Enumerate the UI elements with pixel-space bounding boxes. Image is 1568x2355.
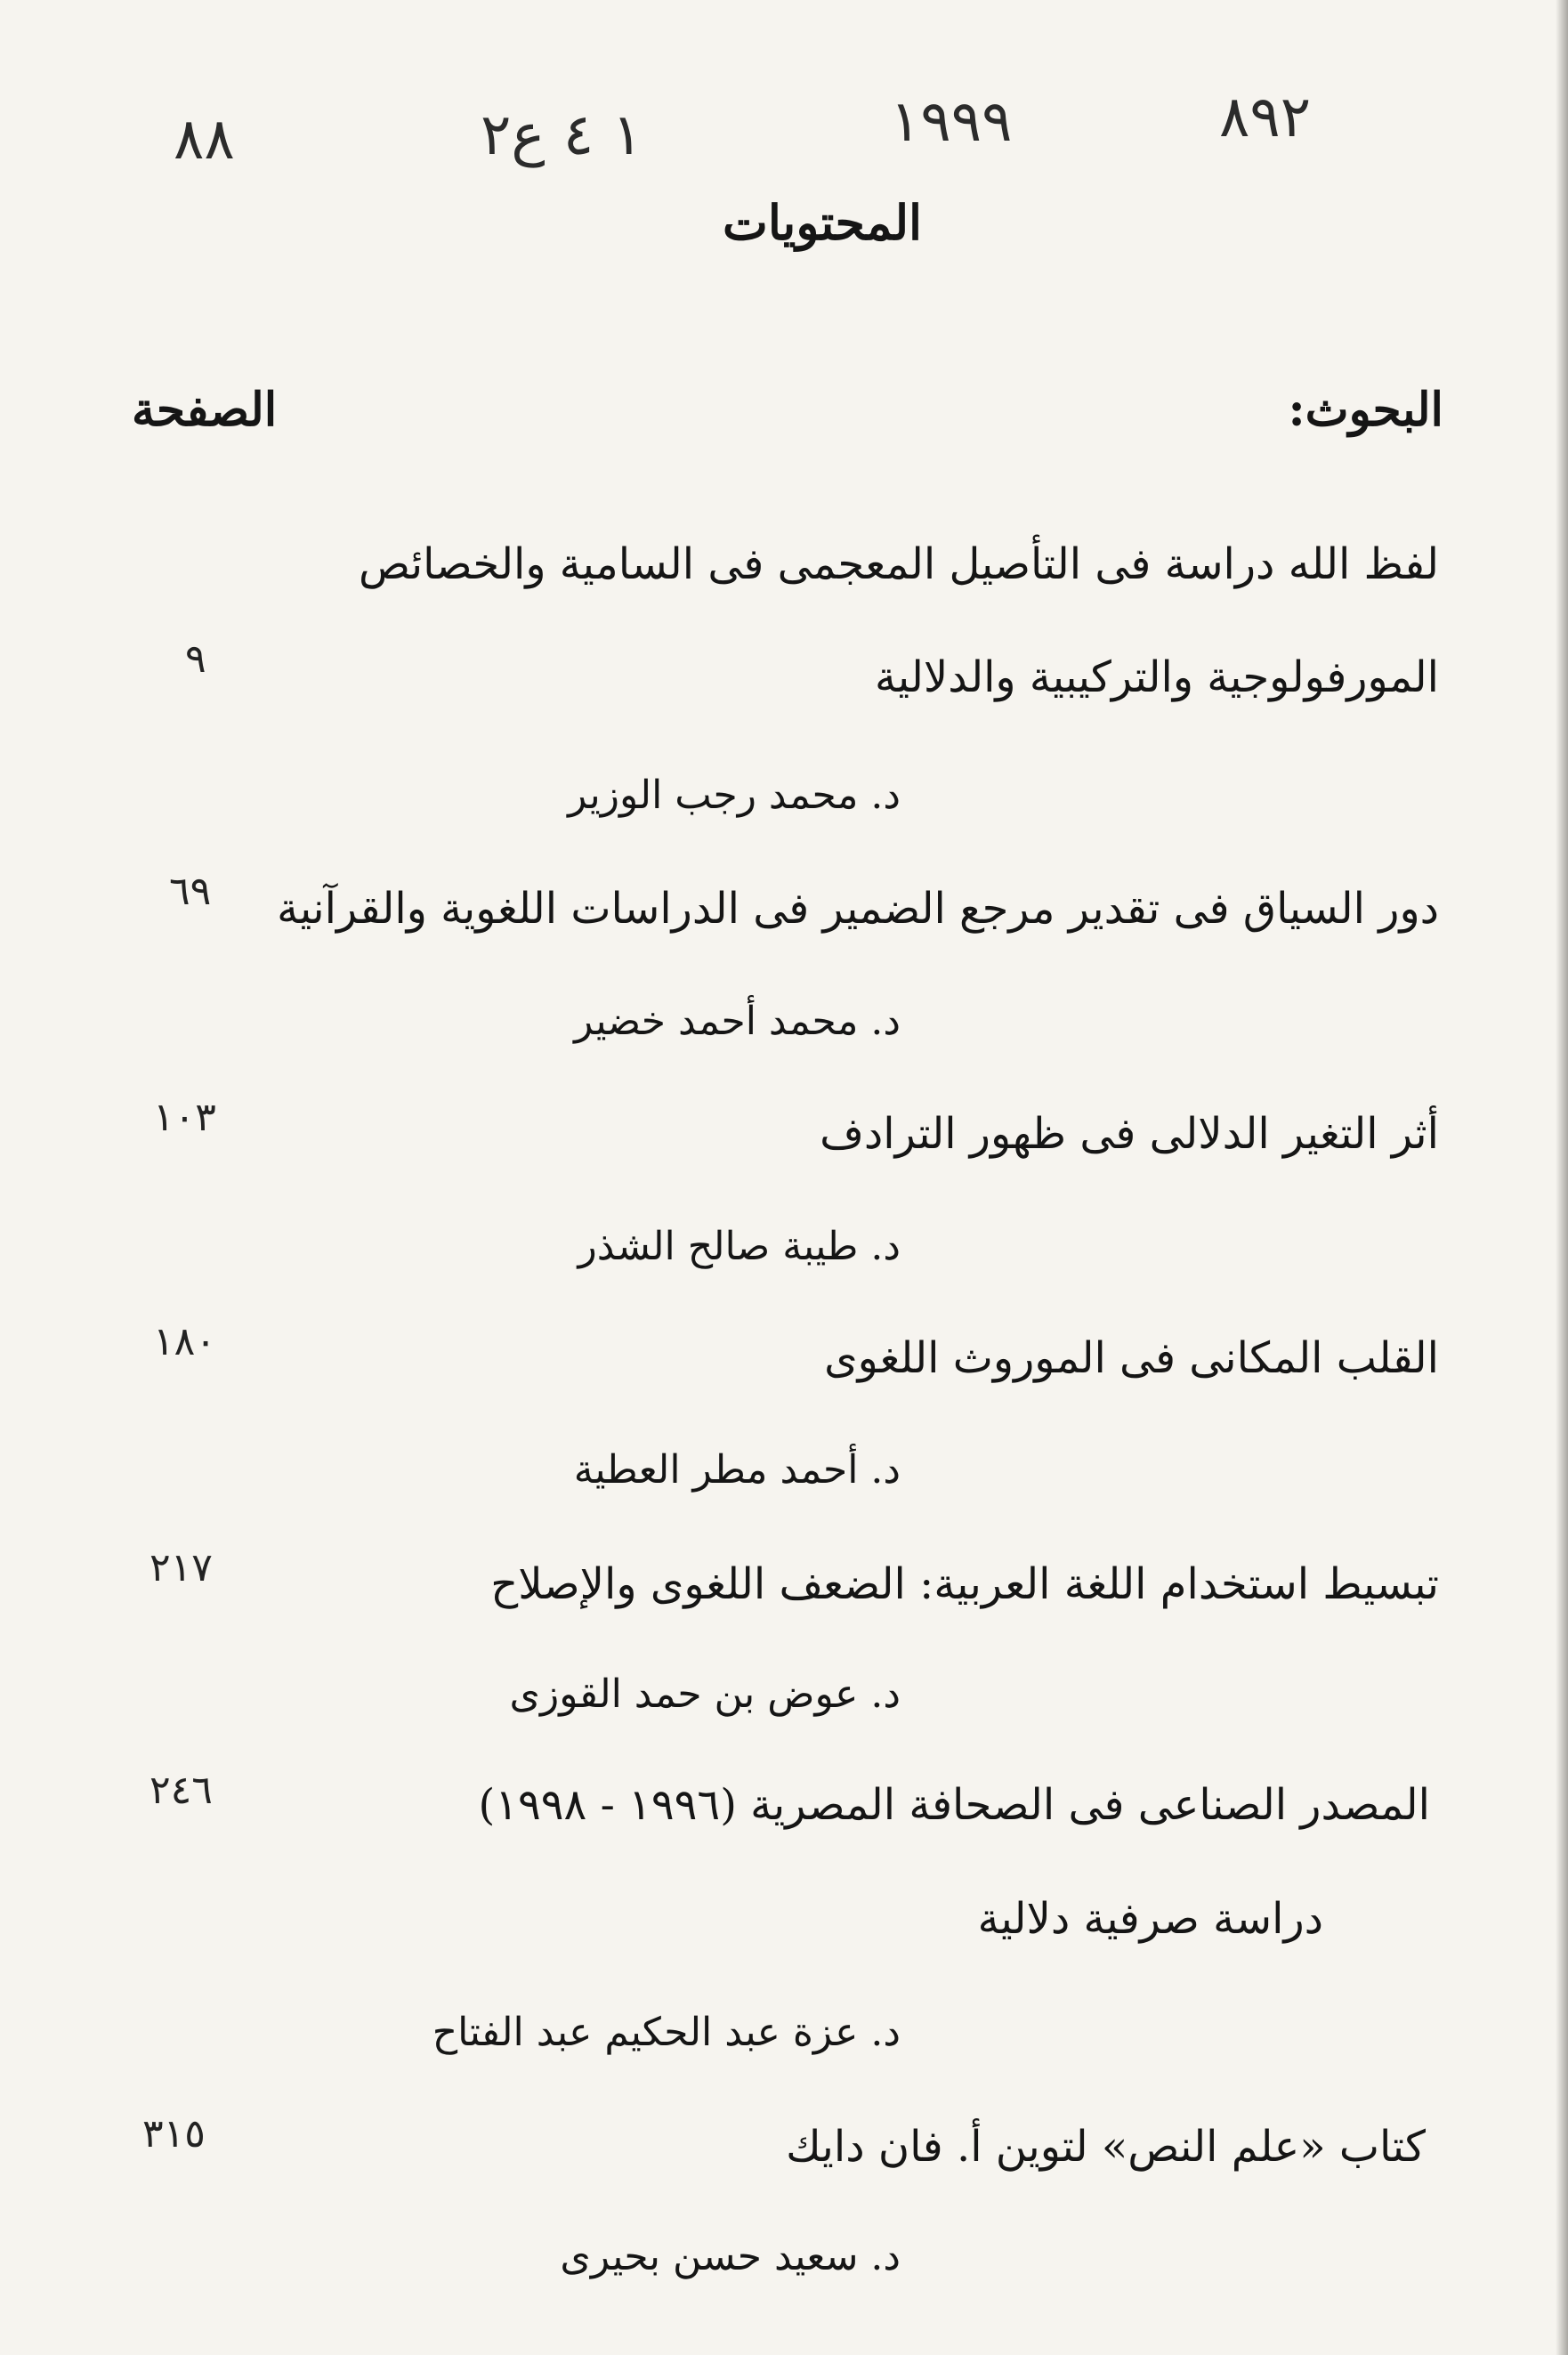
article-author: د. عزة عبد الحكيم عبد الفتاح bbox=[432, 2010, 901, 2055]
page-number: ٦٩ bbox=[169, 869, 212, 914]
article-author: د. سعيد حسن بحيرى bbox=[560, 2234, 901, 2279]
page-number: ١٠٣ bbox=[153, 1095, 216, 1140]
article-title-continued: دراسة صرفية دلالية bbox=[977, 1894, 1323, 1944]
article-title: لفظ الله دراسة فى التأصيل المعجمى فى السامية والخصائص bbox=[358, 539, 1439, 589]
handwritten-note-2: ١ ٤ ع٢ bbox=[481, 102, 643, 168]
article-title: كتاب «علم النص» لتوين أ. فان دايك bbox=[786, 2122, 1426, 2172]
section-heading: البحوث: bbox=[1288, 383, 1443, 437]
article-title: تبسيط استخدام اللغة العربية: الضعف اللغوى والإصلاح bbox=[490, 1559, 1439, 1609]
article-author: د. عوض بن حمد القوزى bbox=[509, 1671, 901, 1717]
article-author: د. محمد رجب الوزير bbox=[568, 773, 901, 818]
page-number: ٢١٧ bbox=[150, 1545, 213, 1590]
page-column-heading: الصفحة bbox=[132, 383, 278, 437]
article-title: دور السياق فى تقدير مرجع الضمير فى الدراسات اللغوية والقرآنية bbox=[277, 884, 1439, 934]
page-number: ١٨٠ bbox=[153, 1319, 216, 1364]
handwritten-note-3: ١٩٩٩ bbox=[890, 89, 1013, 155]
handwritten-note-4: ٨٩٢ bbox=[1219, 85, 1312, 150]
page-edge bbox=[1556, 0, 1568, 2355]
article-title: المصدر الصناعى فى الصحافة المصرية (١٩٩٦ - ١٩٩٨) bbox=[478, 1780, 1430, 1830]
page-number: ٩ bbox=[185, 636, 206, 682]
page-number: ٣١٥ bbox=[142, 2111, 206, 2157]
article-title: أثر التغير الدلالى فى ظهور الترادف bbox=[820, 1109, 1439, 1159]
page-number: ٢٤٦ bbox=[150, 1768, 213, 1813]
article-title-continued: المورفولوجية والتركيبية والدلالية bbox=[875, 652, 1439, 702]
page-title: المحتويات bbox=[723, 194, 923, 251]
handwritten-note-1: ٨٨ bbox=[174, 107, 235, 173]
article-author: د. أحمد مطر العطية bbox=[573, 1447, 901, 1493]
article-title: القلب المكانى فى الموروث اللغوى bbox=[824, 1333, 1439, 1383]
article-author: د. طيبة صالح الشذر bbox=[578, 1224, 901, 1269]
article-author: د. محمد أحمد خضير bbox=[574, 999, 901, 1044]
